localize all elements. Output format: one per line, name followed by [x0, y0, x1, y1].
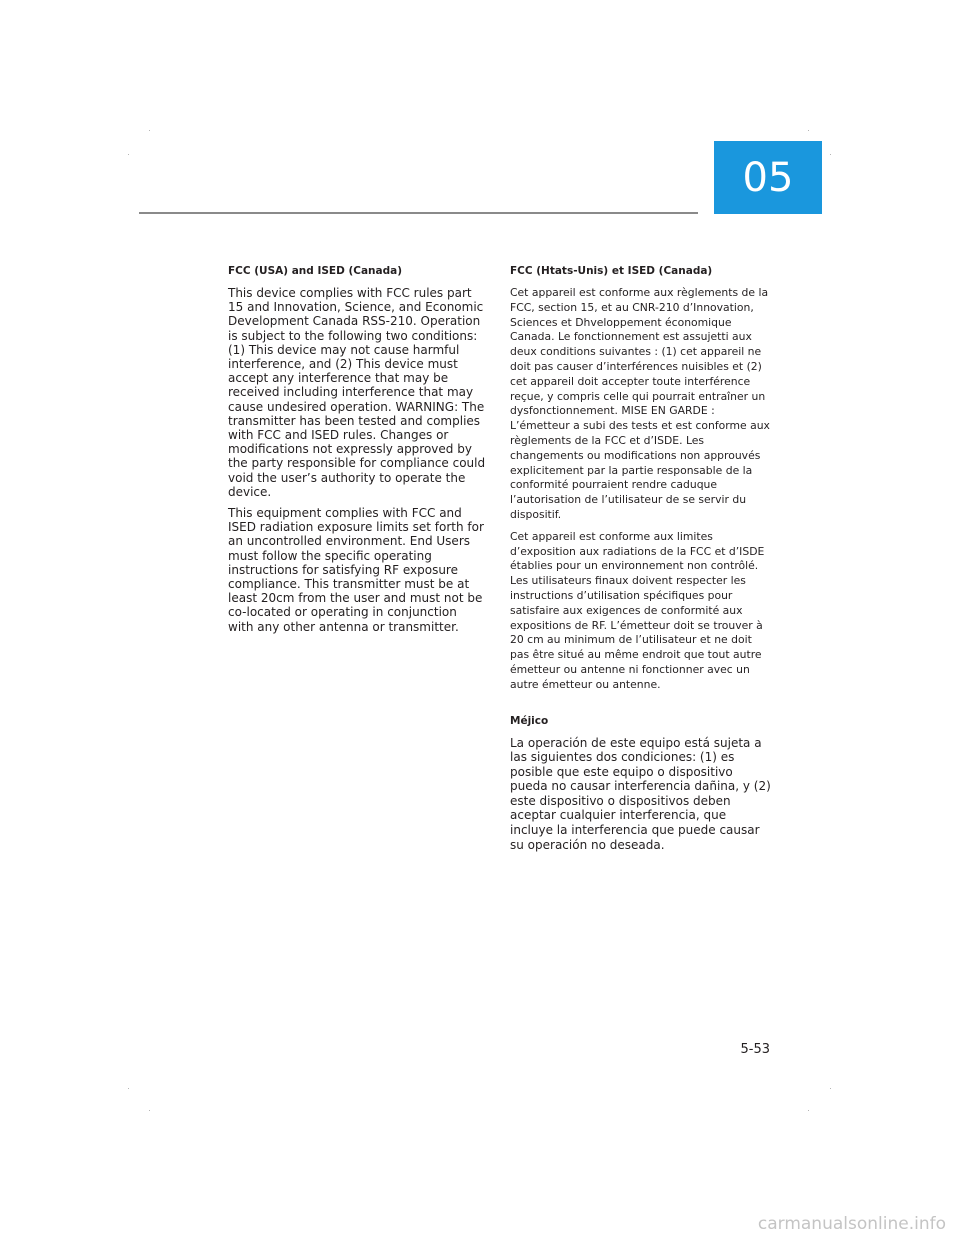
- crop-mark: [128, 1088, 129, 1089]
- right-column: [510, 264, 772, 859]
- crop-mark: [830, 154, 831, 155]
- chapter-number: 05: [742, 154, 794, 201]
- section-heading-fcc-ised-french: FCC (Htats-Unis) et ISED (Canada): [510, 265, 713, 277]
- paragraph: This device complies with FCC rules part 15 and Innovation, Science, and Economic Development Canada RSS-210. Operation is subject to the following two conditions: (1) This device may not cause harmful interference, and (2) This device must accept any interference that may be received including interference that may cause undesired operation. WARNING: The transmitter has been tested and complies with FCC and ISED rules. Changes or modifications not expressly approved by the party responsible for compliance could void the user’s authority to operate the device.: [228, 286, 486, 499]
- crop-mark: [830, 1088, 831, 1089]
- crop-mark: [149, 130, 150, 131]
- paragraph: La operación de este equipo está sujeta a las siguientes dos condiciones: (1) es posible que este equipo o dispositivo pueda no causar interferencia dañina, y (2) este dispositivo o dispositivos deben aceptar cualquier interferencia, que incluye la interferencia que puede causar su operación no deseada.: [510, 735, 771, 852]
- header-rule: [139, 212, 698, 214]
- crop-mark: [808, 1110, 809, 1111]
- paragraph: Cet appareil est conforme aux règlements de la FCC, section 15, et au CNR-210 d’Innovation, Sciences et Dhveloppement économique Canada. Le fonctionnement est assujetti aux deux conditions suivantes : (1) cet appareil ne doit pas causer d’interférences nuisibles et (2) cet appareil doit accepter toute interférence reçue, y compris celle qui pourrait entraîner un dysfonctionnement. MISE EN GARDE : L’émetteur a subi des tests et est conforme aux règlements de la FCC et d’ISDE. Les changements ou modifications non approuvés explicitement par la partie responsable de la conformité pourraient rendre caduque l’autorisation de l’utilisateur de se servir du dispositif.: [510, 286, 770, 521]
- section-heading-mexico: Méjico: [510, 714, 549, 727]
- section-heading-fcc-ised: FCC (USA) and ISED (Canada): [228, 265, 403, 277]
- crop-mark: [808, 130, 809, 131]
- crop-mark: [149, 1110, 150, 1111]
- watermark: carmanualsonline.info: [757, 1214, 946, 1234]
- chapter-tab: [714, 141, 822, 214]
- page-number: 5-53: [740, 1042, 770, 1057]
- paragraph: Cet appareil est conforme aux limites d’exposition aux radiations de la FCC et d’ISDE établies pour un environnement non contrôlé. Les utilisateurs finaux doivent respecter les instructions d’utilisation spécifiques pour satisfaire aux exigences de conformité aux expositions de RF. L’émetteur doit se trouver à 20 cm au minimum de l’utilisateur et ne doit pas être situé au même endroit que tout autre émetteur ou antenne ni fonctionner avec un autre émetteur ou antenne.: [510, 529, 765, 691]
- crop-mark: [128, 154, 129, 155]
- left-column: [228, 264, 486, 641]
- paragraph: This equipment complies with FCC and ISED radiation exposure limits set forth for an uncontrolled environment. End Users must follow the specific operating instructions for satisfying RF exposure compliance. This transmitter must be at least 20cm from the user and must not be co-located or operating in conjunction with any other antenna or transmitter.: [228, 506, 484, 634]
